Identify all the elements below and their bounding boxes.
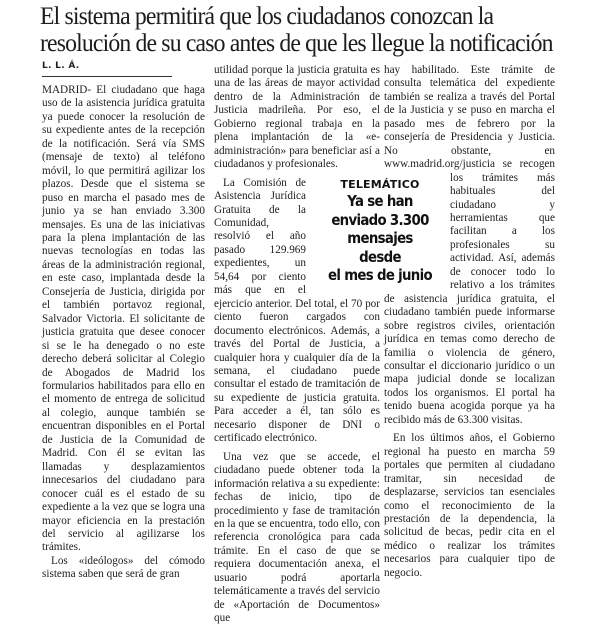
pullquote-spacer	[384, 178, 450, 291]
paragraph: Los «ideólogos» del cómodo sistema saben que será de gran	[42, 554, 205, 581]
article-column-3	[384, 64, 555, 580]
paragraph: MADRID- El ciudadano que haga uso de la asistencia jurídica gratuita ya puede conocer la resolución de su expediente antes de la recepción de la notificación. Será vía SMS (mensaje de texto) al teléfono móvil, lo que permitirá agilizar los plazos. Desde que el sistema se puso en marcha el pasado mes de junio ya se han enviado 3.300 mensajes. Es una de las iniciativas para la plena implantación de las nuevas tecnologías en todas las áreas de la administración regional, en este caso, implantada desde la Consejería de Justicia, dirigida por el también portavoz regional, Salvador Victoria. El solicitante de justicia gratuita que desee conocer si se le ha denegado o no este derecho deberá solicitar al Colegio de Abogados de Madrid los formularios habilitados para ello en el momento de entrega de solicitud al colegio, aunque también se encuentran disponibles en el Portal de Justicia de la Comunidad de Madrid. Con él se evitan las llamadas y desplazamientos innecesarios del ciudadano para conocer cuál es el estado de su expediente a la vez que se logra una mayor eficiencia en la prestación del servicio al agilizarse los trámites.	[42, 84, 205, 554]
pullquote-text: Ya se han enviado 3.300 mensajes desde el mes de junio	[328, 192, 432, 285]
paragraph: La Comisión de Asistencia Jurídica Gratuita de la Comunidad, resolvió el año pasado 129.969 expedientes, un 54,64 por ciento más que en el ejercicio anterior. Del total, el 70 por ciento fueron cargados con documento electrónicos. Además, a través del Portal de Justicia, a cualquier hora y cualquier día de la semana, el ciudadano puede consultar el estado de tramitación de su expediente de justicia gratuita. Para acceder a él, tan sólo es necesario disponer de DNI o certificado electrónico.	[214, 176, 380, 445]
paragraph: utilidad porque la justicia gratuita es una de las áreas de mayor actividad dentro de la Administración de Justicia madrileña. Por eso, el Gobierno regional trabaja en la plena implantación de la «e-administración» para beneficiar así a ciudadanos y profesionales.	[214, 64, 380, 171]
byline-divider	[42, 76, 172, 77]
paragraph: En los últimos años, el Gobierno regional ha puesto en marcha 59 portales que permiten al ciudadano tramitar, sin necesidad de desplazarse, servicios tan esenciales como el reconocimiento de la prestación de la dependencia, la solicitud de becas, pedir cita en el médico o realizar los trámites necesarios para cualquier tipo de negocio.	[384, 432, 555, 579]
byline: L. L. Á.	[42, 61, 80, 71]
paragraph: Una vez que se accede, el ciudadano puede obtener toda la información relativa a su expediente: fechas de inicio, tipo de procedimiento y fase de tramitación en la que se encuentra, todo ello, con referencia cronológica para cada trámite. En el caso de que se requiera documentación anexa, el usuario podrá aportarla telemáticamente a través del servicio de «Aportación de Documentos» que	[214, 450, 380, 625]
pullquote-slot	[310, 177, 432, 298]
pullquote-kicker: TELEMÁTICO	[340, 177, 420, 191]
article-column-1	[42, 84, 205, 582]
headline: El sistema permitirá que los ciudadanos conozcan la resolución de su caso antes de que les llegue la notificación	[40, 1, 553, 57]
article-column-2	[214, 64, 432, 626]
paragraph: hay habilitado. Este trámite de consulta telemática del expediente también se realiza a través del Portal de la Justicia y se puso en marcha el pasado mes de febrero por la consejería de Presidencia y Justicia. No obstante, en www.madrid.org/justicia se recogen los trámites más habituales del ciudadano y herramientas que facilitan a los profesionales su actividad. Así, además de conocer todo lo relativo a los trámites de asistencia jurídica gratuita, el ciudadano también puede informarse sobre registros civiles, orientación jurídica en temas como derecho de familia o violencia de género, consultar el diccionario jurídico o un mapa judicial donde se localizan todos los organismos. El portal ha tenido buena acogida porque ya ha recibido más de 63.300 visitas.	[384, 64, 555, 426]
